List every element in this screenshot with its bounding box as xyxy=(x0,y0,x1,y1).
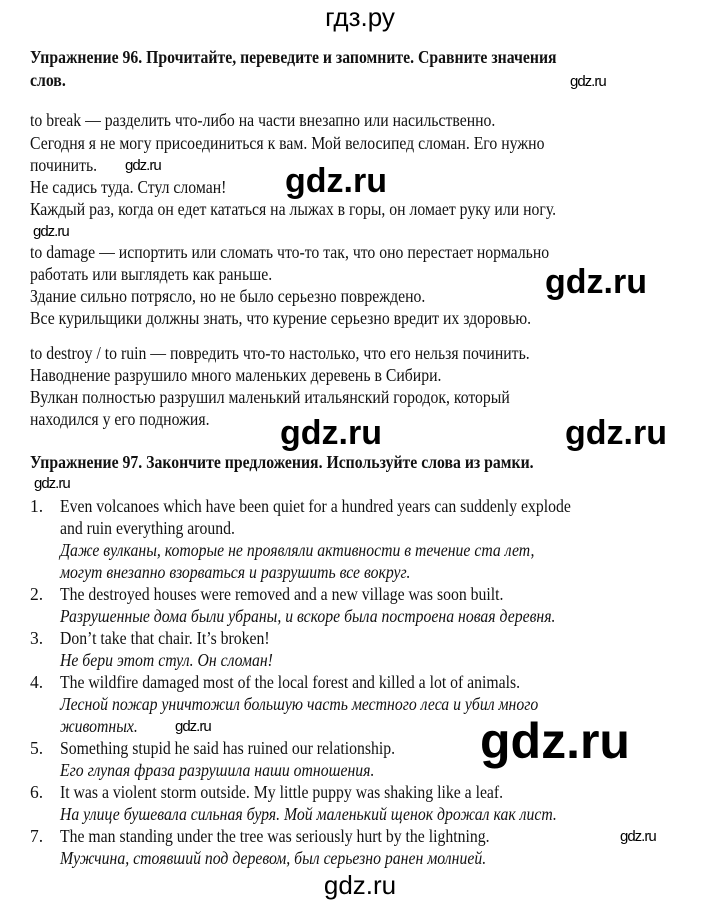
watermark: gdz.ru xyxy=(125,157,161,174)
watermark: gdz.ru xyxy=(175,718,211,735)
item-russian: Мужчина, стоявший под деревом, был серьезно ранен молнией. xyxy=(60,848,487,868)
item-russian: Не бери этот стул. Он сломан! xyxy=(60,650,273,670)
item-russian: Его глупая фраза разрушила наши отношения. xyxy=(60,760,375,780)
item-number: 2. xyxy=(30,584,44,604)
site-header: гдз.ру xyxy=(325,2,395,32)
text-line: Каждый раз, когда он едет кататься на лыжах в горы, он ломает руку или ногу. xyxy=(30,199,557,219)
text-line: to break — разделить что-либо на части внезапно или насильственно. xyxy=(30,110,496,130)
watermark: gdz.ru xyxy=(34,475,70,492)
text-line: Не садись туда. Стул сломан! xyxy=(30,177,227,197)
item-russian: Разрушенные дома были убраны, и вскоре была построена новая деревня. xyxy=(60,606,556,626)
text-line: починить. xyxy=(30,155,98,175)
text-line: находился у его подножия. xyxy=(30,409,210,429)
item-number: 5. xyxy=(30,738,44,758)
exercise-97-title: Упражнение 97. Закончите предложения. Используйте слова из рамки. xyxy=(30,452,534,472)
item-russian: могут внезапно взорваться и разрушить все вокруг. xyxy=(60,562,411,582)
watermark: gdz.ru xyxy=(545,263,647,301)
text-line: to destroy / to ruin — повредить что-то настолько, что его нельзя починить. xyxy=(30,343,530,363)
item-english: It was a violent storm outside. My little puppy was shaking like a leaf. xyxy=(60,782,504,802)
item-number: 1. xyxy=(30,496,44,516)
item-number: 6. xyxy=(30,782,44,802)
text-line: Все курильщики должны знать, что курение серьезно вредит их здоровью. xyxy=(30,308,532,328)
exercise-96-title: Упражнение 96. Прочитайте, переведите и запомните. Сравните значения xyxy=(30,47,557,67)
text-line: Сегодня я не могу присоединиться к вам. Мой велосипед сломан. Его нужно xyxy=(30,133,545,153)
item-number: 3. xyxy=(30,628,44,648)
exercise-96-title-cont: слов. xyxy=(30,70,66,90)
text-line: Вулкан полностью разрушил маленький итальянский городок, который xyxy=(30,387,510,407)
watermark: gdz.ru xyxy=(280,414,382,452)
watermark: gdz.ru xyxy=(620,828,656,845)
item-english: and ruin everything around. xyxy=(60,518,235,538)
watermark: gdz.ru xyxy=(285,162,387,200)
item-english: The wildfire damaged most of the local forest and killed a lot of animals. xyxy=(60,672,521,692)
text-line: to damage — испортить или сломать что-то так, что оно перестает нормально xyxy=(30,242,550,262)
site-footer: gdz.ru xyxy=(323,870,397,900)
watermark: gdz.ru xyxy=(480,713,630,769)
item-english: The destroyed houses were removed and a new village was soon built. xyxy=(60,584,504,604)
item-russian: На улице бушевала сильная буря. Мой маленький щенок дрожал как лист. xyxy=(60,804,557,824)
watermark: gdz.ru xyxy=(33,223,69,240)
item-english: Even volcanoes which have been quiet for a hundred years can suddenly explode xyxy=(60,496,571,516)
item-english: The man standing under the tree was seriously hurt by the lightning. xyxy=(60,826,490,846)
text-line: Здание сильно потрясло, но не было серьезно повреждено. xyxy=(30,286,426,306)
watermark: gdz.ru xyxy=(565,414,667,452)
item-english: Don’t take that chair. It’s broken! xyxy=(60,628,270,648)
item-english: Something stupid he said has ruined our relationship. xyxy=(60,738,396,758)
item-russian: животных. xyxy=(60,716,138,736)
item-russian: Лесной пожар уничтожил большую часть местного леса и убил много xyxy=(60,694,539,714)
watermark: gdz.ru xyxy=(570,73,606,90)
item-number: 7. xyxy=(30,826,44,846)
text-line: Наводнение разрушило много маленьких деревень в Сибири. xyxy=(30,365,442,385)
text-line: работать или выглядеть как раньше. xyxy=(30,264,273,284)
item-number: 4. xyxy=(30,672,44,692)
item-russian: Даже вулканы, которые не проявляли активности в течение ста лет, xyxy=(60,540,535,560)
